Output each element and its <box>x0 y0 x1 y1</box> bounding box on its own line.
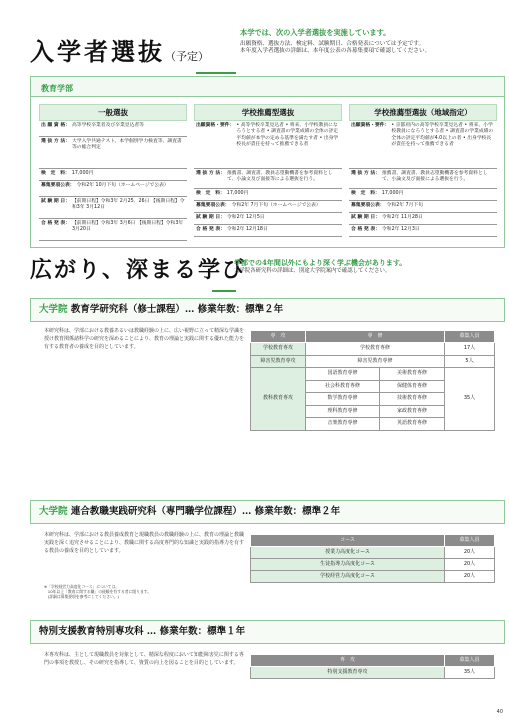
table-row <box>251 559 495 571</box>
head-text: 特別支援教育特別専攻科 … 修業年数：標準１年 <box>39 626 246 637</box>
info-row <box>194 225 342 237</box>
info-row <box>349 189 497 201</box>
cell-capacity: 5人 <box>445 355 495 368</box>
info-row <box>349 225 497 237</box>
green-rule <box>212 290 236 292</box>
info-row <box>39 121 187 137</box>
cell-course: 国語教育専修 <box>306 368 380 381</box>
row-key: 合 格 発 表： <box>196 227 225 232</box>
info-row <box>194 201 342 213</box>
title-note: （予定） <box>165 50 209 63</box>
row-value: 17,000円 <box>71 171 94 176</box>
row-value: 大学入学共通テスト、本学個別学力検査等、調査書等の総合判定 <box>72 139 182 151</box>
row-value: • 高等学校卒業見込者 • 将来、小学校教員になろうとする者 • 調査書の学業成績の全体の評定平均値が本学の定める基準を満たす者 • 出身学校長が責任を持って推薦できる者 <box>236 123 339 148</box>
row-value: • 京都府内の高等学校卒業見込者 • 将来、小学校教員になろうとする者 • 調査書の学業成績の全体の評定平均値が4.0以上の者 • 出身学校長が責任を持って推薦できる者 <box>391 123 494 148</box>
row-key: 検 定 料： <box>196 191 225 196</box>
grad-header-joint-teaching <box>30 500 505 524</box>
th-capacity: 募集人員 <box>445 655 495 667</box>
cell-capacity: 17人 <box>445 343 495 356</box>
row-key: 出願資格・要件： <box>351 123 390 128</box>
lead-sub-2: 本年度入学者選抜の詳細は、本年度公表の各募集要項で確認してください。 <box>240 48 431 55</box>
head-prefix: 大学院 <box>39 506 68 517</box>
row-value: 高等学校卒業者及び卒業見込者等 <box>72 123 144 128</box>
cell-course: 音楽教育専修 <box>306 418 380 431</box>
row-key: 出願資格・要件： <box>196 123 235 128</box>
note-line: (詳細は募集要項を参考にしてください。) <box>44 594 120 600</box>
th-capacity: 募集人員 <box>445 331 495 343</box>
row-key: 募集要項公表： <box>351 203 385 208</box>
page-number: 40 <box>496 709 503 716</box>
admission-column-regional <box>349 104 497 237</box>
th-capacity: 募集人員 <box>445 535 495 547</box>
cell-capacity: 20人 <box>445 571 495 583</box>
green-rule <box>196 72 236 74</box>
table-row <box>251 355 495 368</box>
cell-course: 英語教育専修 <box>380 418 445 431</box>
row-value: 推薦書、調査書、教員志望動機書を参考資料として、小論文及び面接による選抜を行う。 <box>382 171 488 183</box>
row-value: 17,000円 <box>381 191 404 196</box>
row-key: 検 定 料： <box>41 171 70 176</box>
column-title: 一般選抜 <box>39 104 187 121</box>
info-row <box>349 169 497 189</box>
row-key: 合 格 発 表： <box>351 227 380 232</box>
cell-course: 数学教育専修 <box>306 393 380 406</box>
info-row <box>194 189 342 201</box>
info-row <box>39 219 187 241</box>
lead-main: 本学では、次の入学者選抜を実施しています。 <box>240 28 391 37</box>
cell-course: 理科教育専修 <box>306 405 380 418</box>
cell-major: 教科教育専攻 <box>251 368 306 431</box>
cell-capacity: 35人 <box>445 667 495 679</box>
note-line: 10年以上「教育に関する職」の経験を有する者に限ります。 <box>44 589 152 595</box>
row-value: 令和2年 12月18日 <box>227 227 268 232</box>
info-row <box>349 213 497 225</box>
th-major: 専 攻 <box>251 655 445 667</box>
lead-sub-1: 出願資格、選抜方法、検定料、試験期日、合格発表については予定です。 <box>240 40 425 47</box>
info-row <box>39 181 187 197</box>
row-key: 合 格 発 表： <box>41 221 70 226</box>
th-major: 専 攻 <box>251 331 306 343</box>
grad-description: 本研究科は、学部における教員養成教育と現職教員の教職経験の上に、教育の理論と教職実践を深く追究させることにより、教職に関する高度専門的な知識と実践的指導力を有する教員の養成を目的としています。 <box>44 532 245 554</box>
faculty-name: 教育学部 <box>31 77 504 97</box>
page-title-admissions <box>30 36 209 68</box>
admission-column-school-recommendation <box>194 104 342 237</box>
head-text: 教育学研究科（修士課程）… 修業年数：標準２年 <box>70 304 284 315</box>
grad-note <box>44 584 234 599</box>
table-row <box>251 571 495 583</box>
table-row <box>251 547 495 559</box>
lead-sub: 大学院各研究科の詳細は、別途大学院案内で確認してください。 <box>234 268 391 275</box>
cell-major: 障害児教育専攻 <box>251 355 306 368</box>
row-key: 選 抜 方 法： <box>351 171 380 176</box>
row-key: 試 験 期 日： <box>41 199 70 204</box>
row-key: 出 願 資 格： <box>41 123 70 128</box>
grad-description: 本専攻科は、主として現職教員を対象として、精深な程度において知能障害児に関する専門の事項を教授し、その研究を指導して、資質の向上を図ることを目的としています。 <box>44 652 244 666</box>
info-row <box>39 137 187 169</box>
row-key: 検 定 料： <box>351 191 380 196</box>
info-row <box>39 197 187 219</box>
cell-course: 学校教育専修 <box>306 343 445 356</box>
cell-course: 授業力高度化コース <box>251 547 445 559</box>
cell-course: 家政教育専修 <box>380 405 445 418</box>
admission-column-general <box>39 104 187 241</box>
cell-course: 障害児教育専修 <box>306 355 445 368</box>
info-row <box>194 121 342 169</box>
grad1-table <box>250 330 495 431</box>
table-row <box>251 368 495 381</box>
faculty-box <box>30 76 505 248</box>
lead-main: 学部での4年間以外にもより深く学ぶ機会があります。 <box>234 258 407 267</box>
cell-course: 社会科教育専修 <box>306 380 380 393</box>
row-value: 令和2年 11月28日 <box>382 215 423 220</box>
head-text: 連合教職実践研究科（専門職学位課程）… 修業年数：標準２年 <box>70 506 341 517</box>
info-row <box>194 213 342 225</box>
cell-course: 技術教育専修 <box>380 393 445 406</box>
grad3-table <box>250 654 495 679</box>
cell-capacity: 20人 <box>445 559 495 571</box>
row-key: 選 抜 方 法： <box>196 171 225 176</box>
table-row <box>251 667 495 679</box>
row-value: 令和2年 10月下旬（ホームページで公表） <box>76 183 169 188</box>
info-row <box>349 121 497 169</box>
grad-header-special-support <box>30 620 505 644</box>
row-value: 【前期日程】令和3年 2月25、26日 【後期日程】令和3年 3月12日 <box>72 199 185 211</box>
info-row <box>39 169 187 181</box>
row-value: 令和2年 7月下旬 <box>386 203 424 208</box>
head-prefix: 大学院 <box>39 304 68 315</box>
cell-course: 学校経営力高度化コース <box>251 571 445 583</box>
row-value: 推薦書、調査書、教員志望動機書を参考資料として、小論文及び面接等による選抜を行う。 <box>227 171 333 183</box>
table-row <box>251 343 495 356</box>
th-course: コース <box>251 535 445 547</box>
column-title: 学校推薦型選抜 <box>194 104 342 121</box>
cell-course: 生徒指導力高度化コース <box>251 559 445 571</box>
grad2-table <box>250 534 495 583</box>
cell-major: 学校教育専攻 <box>251 343 306 356</box>
learning-lead <box>234 258 504 276</box>
row-key: 試 験 期 日： <box>196 215 225 220</box>
row-value: 17,000円 <box>226 191 249 196</box>
row-value: 【前期日程】令和3年 3月6日 【後期日程】令和3年 3月20日 <box>72 221 184 233</box>
row-key: 試 験 期 日： <box>351 215 380 220</box>
row-key: 選 抜 方 法： <box>41 139 70 144</box>
admissions-lead <box>240 28 500 56</box>
title-text: 入学者選抜 <box>30 37 165 66</box>
cell-capacity: 20人 <box>445 547 495 559</box>
note-line: ※「学校経営力高度化コース」については、 <box>44 584 120 589</box>
row-value: 令和2年 12月3日 <box>382 227 420 232</box>
section-title-learning: 広がり、深まる学び <box>30 257 247 283</box>
cell-major: 特別支援教育専攻 <box>251 667 445 679</box>
cell-capacity: 35人 <box>445 368 495 431</box>
row-value: 令和2年 12月5日 <box>227 215 265 220</box>
cell-course: 美術教育専修 <box>380 368 445 381</box>
row-key: 募集要項公表： <box>196 203 230 208</box>
info-row <box>349 201 497 213</box>
row-value: 令和2年 7月下旬（ホームページで公表） <box>231 203 321 208</box>
row-key: 募集要項公表： <box>41 183 75 188</box>
info-row <box>194 169 342 189</box>
grad-header-education <box>30 298 505 322</box>
cell-course: 保健体育専修 <box>380 380 445 393</box>
th-course: 専 修 <box>306 331 445 343</box>
column-title: 学校推薦型選抜（地域指定） <box>349 104 497 121</box>
grad-description: 本研究科は、学部における教養あるいは教職経験の上に、広い視野に立って精深な学識を授け教育関係諸科学の研究を深めることにより、教育の理論と実践に関する優れた能力を有する教育者の養成を目的としています。 <box>44 328 245 350</box>
